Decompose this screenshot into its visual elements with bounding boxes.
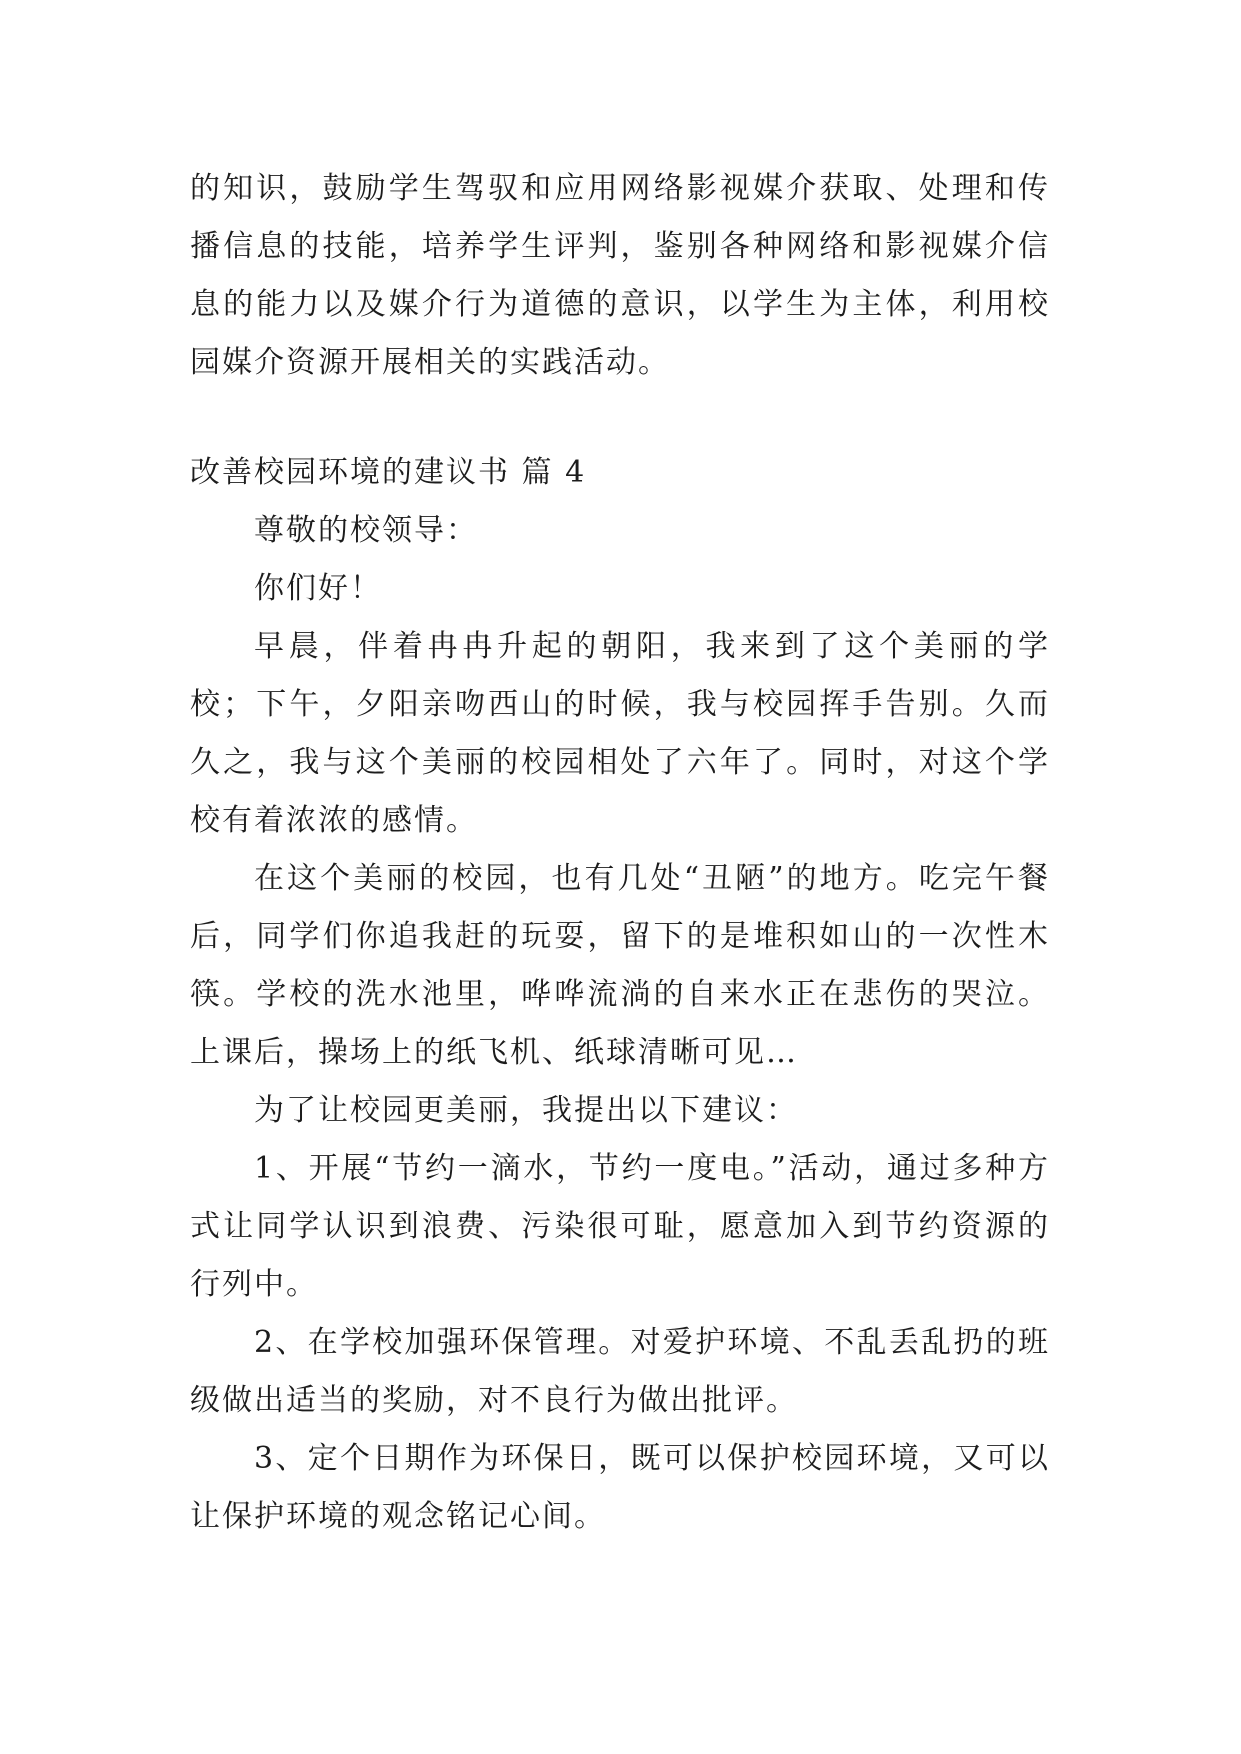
intro-paragraph: 的知识，鼓励学生驾驭和应用网络影视媒介获取、处理和传播信息的技能，培养学生评判，鉴别各种网络和影视媒介信息的能力以及媒介行为道德的意识，以学生为主体，利用校园媒介资源开展相关的实践活动。 bbox=[190, 171, 1050, 380]
body-paragraph-1: 早晨，伴着冉冉升起的朝阳，我来到了这个美丽的学校；下午，夕阳亲吻西山的时候，我与校园挥手告别。久而久之，我与这个美丽的校园相处了六年了。同时，对这个学校有着浓浓的感情。 bbox=[190, 629, 1050, 838]
body-paragraph-3: 为了让校园更美丽，我提出以下建议： bbox=[254, 1093, 798, 1128]
section-spacer bbox=[190, 392, 1050, 444]
salutation: 尊敬的校领导： bbox=[254, 513, 478, 548]
body-paragraph-2: 在这个美丽的校园，也有几处“丑陋”的地方。吃完午餐后，同学们你追我赶的玩耍，留下的是堆积如山的一次性木筷。学校的洗水池里，哗哗流淌的自来水正在悲伤的哭泣。上课后，操场上的纸飞机、纸球清晰可见… bbox=[190, 861, 1050, 1070]
document-body bbox=[190, 160, 1050, 1546]
suggestion-2: 2、在学校加强环保管理。对爱护环境、不乱丢乱扔的班级做出适当的奖励，对不良行为做出批评。 bbox=[190, 1325, 1050, 1418]
section-title: 改善校园环境的建议书 篇 4 bbox=[190, 455, 587, 490]
greeting: 你们好！ bbox=[254, 571, 382, 606]
suggestion-3: 3、定个日期作为环保日，既可以保护校园环境，又可以让保护环境的观念铭记心间。 bbox=[190, 1441, 1050, 1534]
suggestion-1: 1、开展“节约一滴水，节约一度电。”活动，通过多种方式让同学认识到浪费、污染很可耻，愿意加入到节约资源的行列中。 bbox=[190, 1151, 1050, 1302]
